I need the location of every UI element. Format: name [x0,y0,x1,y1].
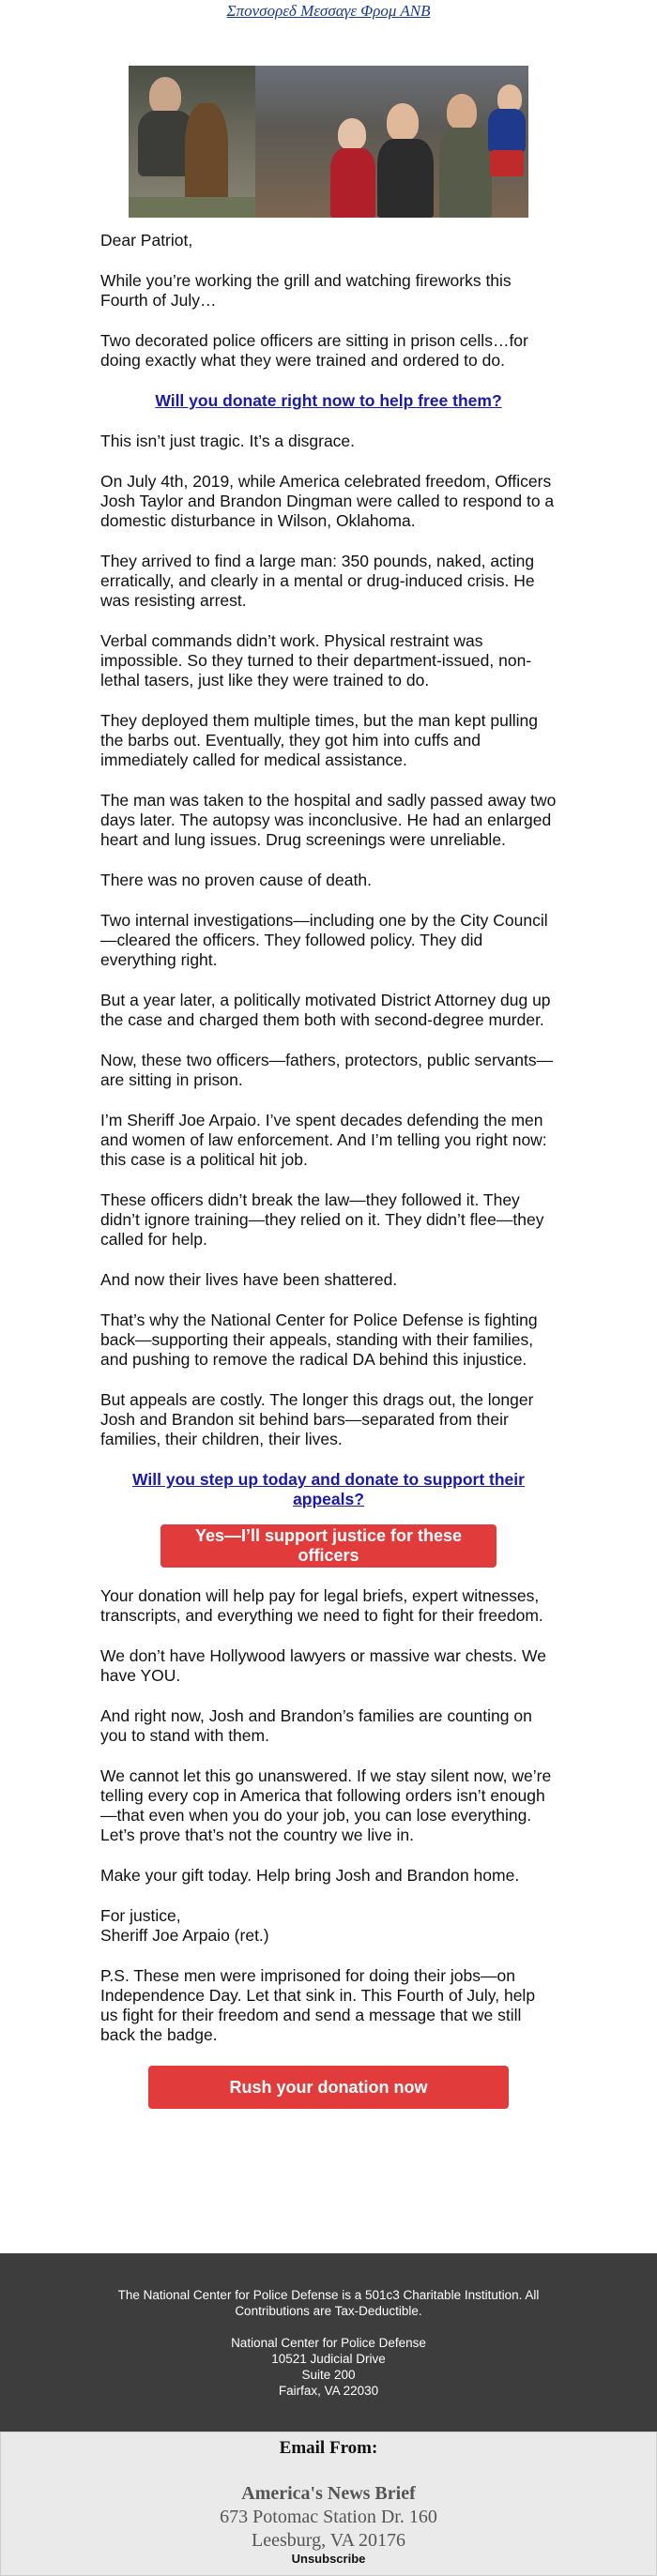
donate-link-free-them[interactable]: Will you donate right now to help free them? [155,391,502,410]
paragraph: Two internal investigations—including one by the City Council—cleared the officers. They followed policy. They did everything right. [100,911,548,969]
hero-image[interactable] [129,66,528,218]
rush-donation-button[interactable]: Rush your donation now [148,2066,509,2109]
sender-address-line: Leesburg, VA 20176 [252,2530,405,2551]
footer [0,2253,657,2432]
donate-link-appeals[interactable]: Will you step up today and donate to support their appeals? [132,1470,525,1508]
paragraph: The man was taken to the hospital and sadly passed away two days later. The autopsy was inconclusive. He had an enlarged heart and lung issues. Drug screenings were unreliable. [100,791,557,849]
sender-name: America's News Brief [241,2483,416,2504]
paragraph: But appeals are costly. The longer this drags out, the longer Josh and Brandon sit behind bars—separated from their families, their children, their lives. [100,1390,534,1448]
paragraph: On July 4th, 2019, while America celebrated freedom, Officers Josh Taylor and Brandon Dingman were called to respond to a domestic disturbance in Wilson, Oklahoma. [100,472,555,530]
paragraph: Two decorated police officers are sitting in prison cells…for doing exactly what they were trained and ordered to do. [100,331,528,370]
paragraph: That’s why the National Center for Police Defense is fighting back—supporting their appeals, standing with their families, and pushing to remove the radical DA behind this injustice. [100,1311,538,1369]
paragraph: And now their lives have been shattered. [100,1270,398,1289]
paragraph: Let’s prove that’s not the country we live in. [100,1826,414,1844]
letter-body [100,231,557,2109]
paragraph: We don’t have Hollywood lawyers or massive war chests. We have YOU. [100,1646,546,1685]
paragraph: I’m Sheriff Joe Arpaio. I’ve spent decades defending the men and women of law enforcement. And I’m telling you right now: this case is a political hit job. [100,1111,547,1169]
paragraph: Now, these two officers—fathers, protectors, public servants—are sitting in prison. [100,1051,554,1089]
paragraph: Verbal commands didn’t work. Physical restraint was impossible. So they turned to their department-issued, non-lethal tasers, just like they were trained to do. [100,631,532,689]
paragraph: While you’re working the grill and watching fireworks this Fourth of July… [100,271,512,310]
signature: Sheriff Joe Arpaio (ret.) [100,1926,269,1945]
paragraph: We cannot let this go unanswered. If we stay silent now, we’re telling every cop in America that following orders isn’t enough—that even when you do your job, you can lose everything. [100,1766,552,1825]
sponsored-message-link[interactable]: Σπονσορεδ Μεσσαγε Φρομ ΑΝΒ [226,2,431,20]
paragraph: But a year later, a politically motivated District Attorney dug up the case and charged them both with second-degree murder. [100,991,551,1029]
email-from-section [0,2432,657,2576]
paragraph: Your donation will help pay for legal briefs, expert witnesses, transcripts, and everything we need to fight for their freedom. [100,1586,543,1625]
signoff: For justice, [100,1906,181,1925]
footer-org-name: National Center for Police Defense [231,2336,426,2350]
paragraph: These officers didn’t break the law—they followed it. They didn’t ignore training—they relied on it. They didn’t flee—they called for help. [100,1190,544,1249]
postscript: P.S. These men were imprisoned for doing their jobs—on Independence Day. Let that sink in. This Fourth of July, help us fight for their freedom and send a message that we still back the badge. [100,1966,536,2044]
unsubscribe-link[interactable]: Unsubscribe [291,2552,366,2566]
email-from-heading: Email From: [279,2438,378,2458]
paragraph: Make your gift today. Help bring Josh and Brandon home. [100,1866,520,1885]
paragraph: There was no proven cause of death. [100,871,372,889]
tax-disclaimer: The National Center for Police Defense is a 501c3 Charitable Institution. All Contributions are Tax-Deductible. [117,2288,540,2318]
greeting: Dear Patriot, [100,231,193,250]
sender-address-line: 673 Potomac Station Dr. 160 [220,2507,437,2527]
paragraph: And right now, Josh and Brandon’s families are counting on you to stand with them. [100,1706,532,1745]
officer-photo [129,66,255,218]
footer-address-line: 10521 Judicial Drive [271,2352,386,2366]
family-photo [255,66,528,218]
paragraph: They deployed them multiple times, but the man kept pulling the barbs out. Eventually, they got him into cuffs and immediately called for medical assistance. [100,711,538,769]
paragraph: They arrived to find a large man: 350 pounds, naked, acting erratically, and clearly in a mental or drug-induced crisis. He was resisting arrest. [100,552,535,610]
support-justice-button[interactable]: Yes—I’ll support justice for these officers [160,1524,497,1568]
paragraph: This isn’t just tragic. It’s a disgrace. [100,432,356,450]
footer-address-line: Suite 200 [301,2368,356,2382]
footer-address-line: Fairfax, VA 22030 [278,2384,379,2398]
